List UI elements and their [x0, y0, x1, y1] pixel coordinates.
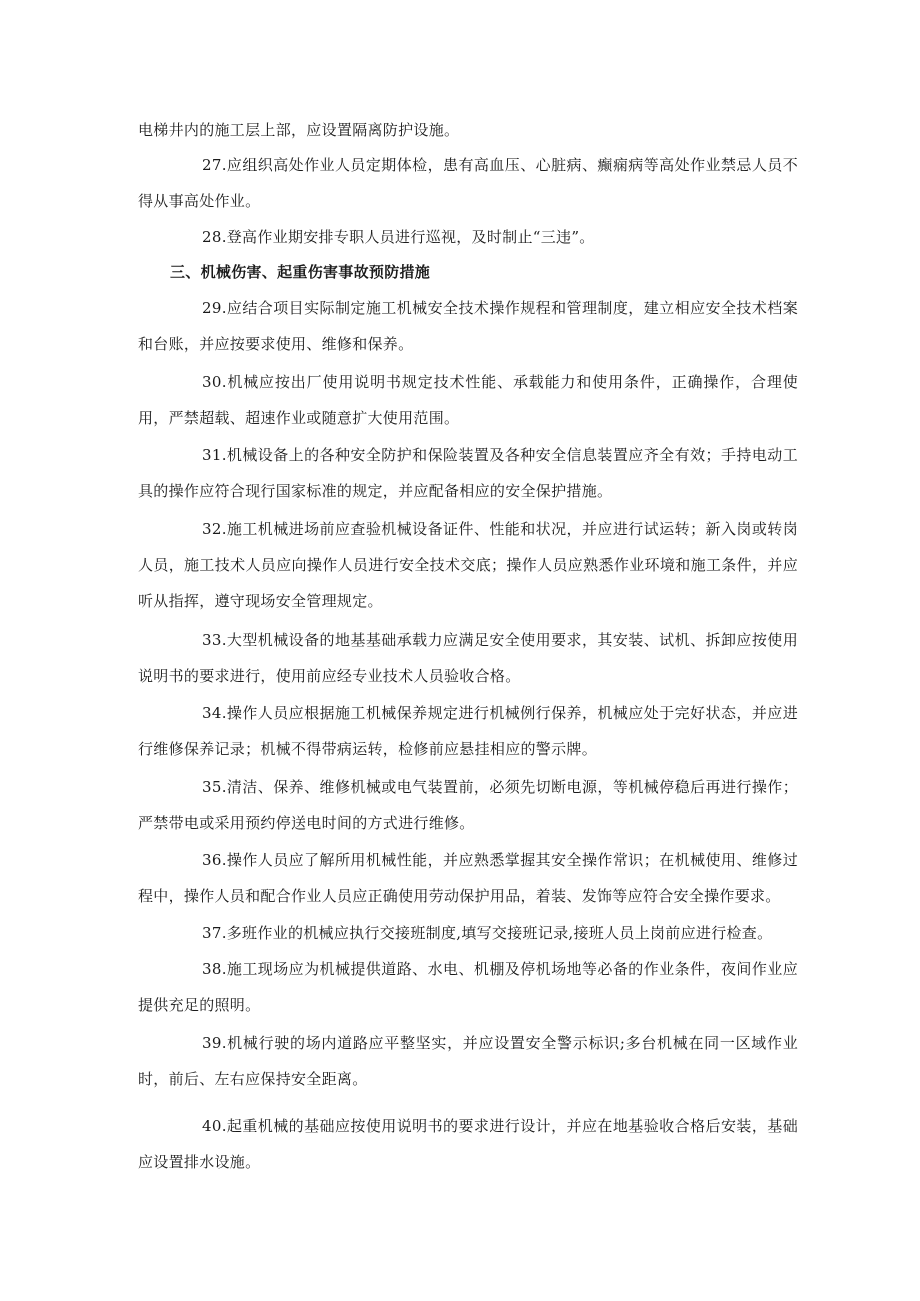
paragraph-38: 38.施工现场应为机械提供道路、水电、机棚及停机场地等必备的作业条件，夜间作业应提供充足的照明。 [138, 951, 798, 1023]
item-number: 27 [202, 156, 222, 174]
item-number: 32 [202, 520, 222, 538]
item-number: 35 [202, 778, 222, 796]
item-number: 38 [202, 960, 222, 978]
paragraph-30: 30.机械应按出厂使用说明书规定技术性能、承载能力和使用条件，正确操作，合理使用，严禁超载、超速作业或随意扩大使用范围。 [138, 364, 798, 436]
item-number: 39 [202, 1034, 222, 1052]
paragraph-34: 34.操作人员应根据施工机械保养规定进行机械例行保养，机械应处于完好状态，并应进行维修保养记录；机械不得带病运转，检修前应悬挂相应的警示牌。 [138, 695, 798, 767]
paragraph-continuation: 电梯井内的施工层上部，应设置隔离防护设施。 [138, 121, 460, 139]
paragraph-28: 28.登高作业期安排专职人员进行巡视，及时制止“三违”。 [138, 219, 798, 255]
paragraph-36: 36.操作人员应了解所用机械性能，并应熟悉掌握其安全操作常识；在机械使用、维修过程中，操作人员和配合作业人员应正确使用劳动保护用品，着装、发饰等应符合安全操作要求。 [138, 842, 798, 914]
item-number: 29 [202, 299, 222, 317]
item-number: 37 [202, 924, 222, 942]
item-number: 34 [202, 704, 222, 722]
section-heading: 三、机械伤害、起重伤害事故预防措施 [170, 263, 431, 281]
item-number: 33 [202, 631, 222, 649]
paragraph-40: 40.起重机械的基础应按使用说明书的要求进行设计，并应在地基验收合格后安装，基础应设置排水设施。 [138, 1108, 798, 1180]
item-number: 31 [202, 446, 222, 464]
paragraph-35: 35.清洁、保养、维修机械或电气装置前，必须先切断电源，等机械停稳后再进行操作；严禁带电或采用预约停送电时间的方式进行维修。 [138, 769, 798, 841]
item-number: 36 [202, 851, 222, 869]
paragraph-31: 31.机械设备上的各种安全防护和保险装置及各种安全信息装置应齐全有效；手持电动工具的操作应符合现行国家标准的规定，并应配备相应的安全保护措施。 [138, 437, 798, 509]
item-number: 40 [202, 1117, 222, 1135]
item-number: 30 [202, 373, 222, 391]
paragraph-33: 33.大型机械设备的地基基础承载力应满足安全使用要求，其安装、试机、拆卸应按使用说明书的要求进行，使用前应经专业技术人员验收合格。 [138, 622, 798, 694]
paragraph-32: 32.施工机械进场前应查验机械设备证件、性能和状况，并应进行试运转；新入岗或转岗人员，施工技术人员应向操作人员进行安全技术交底；操作人员应熟悉作业环境和施工条件，并应听从指挥，遵守现场安全管理规定。 [138, 511, 798, 619]
item-number: 28 [202, 228, 222, 246]
paragraph-27: 27.应组织高处作业人员定期体检，患有高血压、心脏病、癫痫病等高处作业禁忌人员不得从事高处作业。 [138, 147, 798, 219]
paragraph-29: 29.应结合项目实际制定施工机械安全技术操作规程和管理制度，建立相应安全技术档案和台账，并应按要求使用、维修和保养。 [138, 290, 798, 362]
paragraph-37: 37.多班作业的机械应执行交接班制度,填写交接班记录,接班人员上岗前应进行检查。 [138, 915, 798, 951]
paragraph-39: 39.机械行驶的场内道路应平整坚实，并应设置安全警示标识;多台机械在同一区域作业时，前后、左右应保持安全距离。 [138, 1025, 798, 1097]
